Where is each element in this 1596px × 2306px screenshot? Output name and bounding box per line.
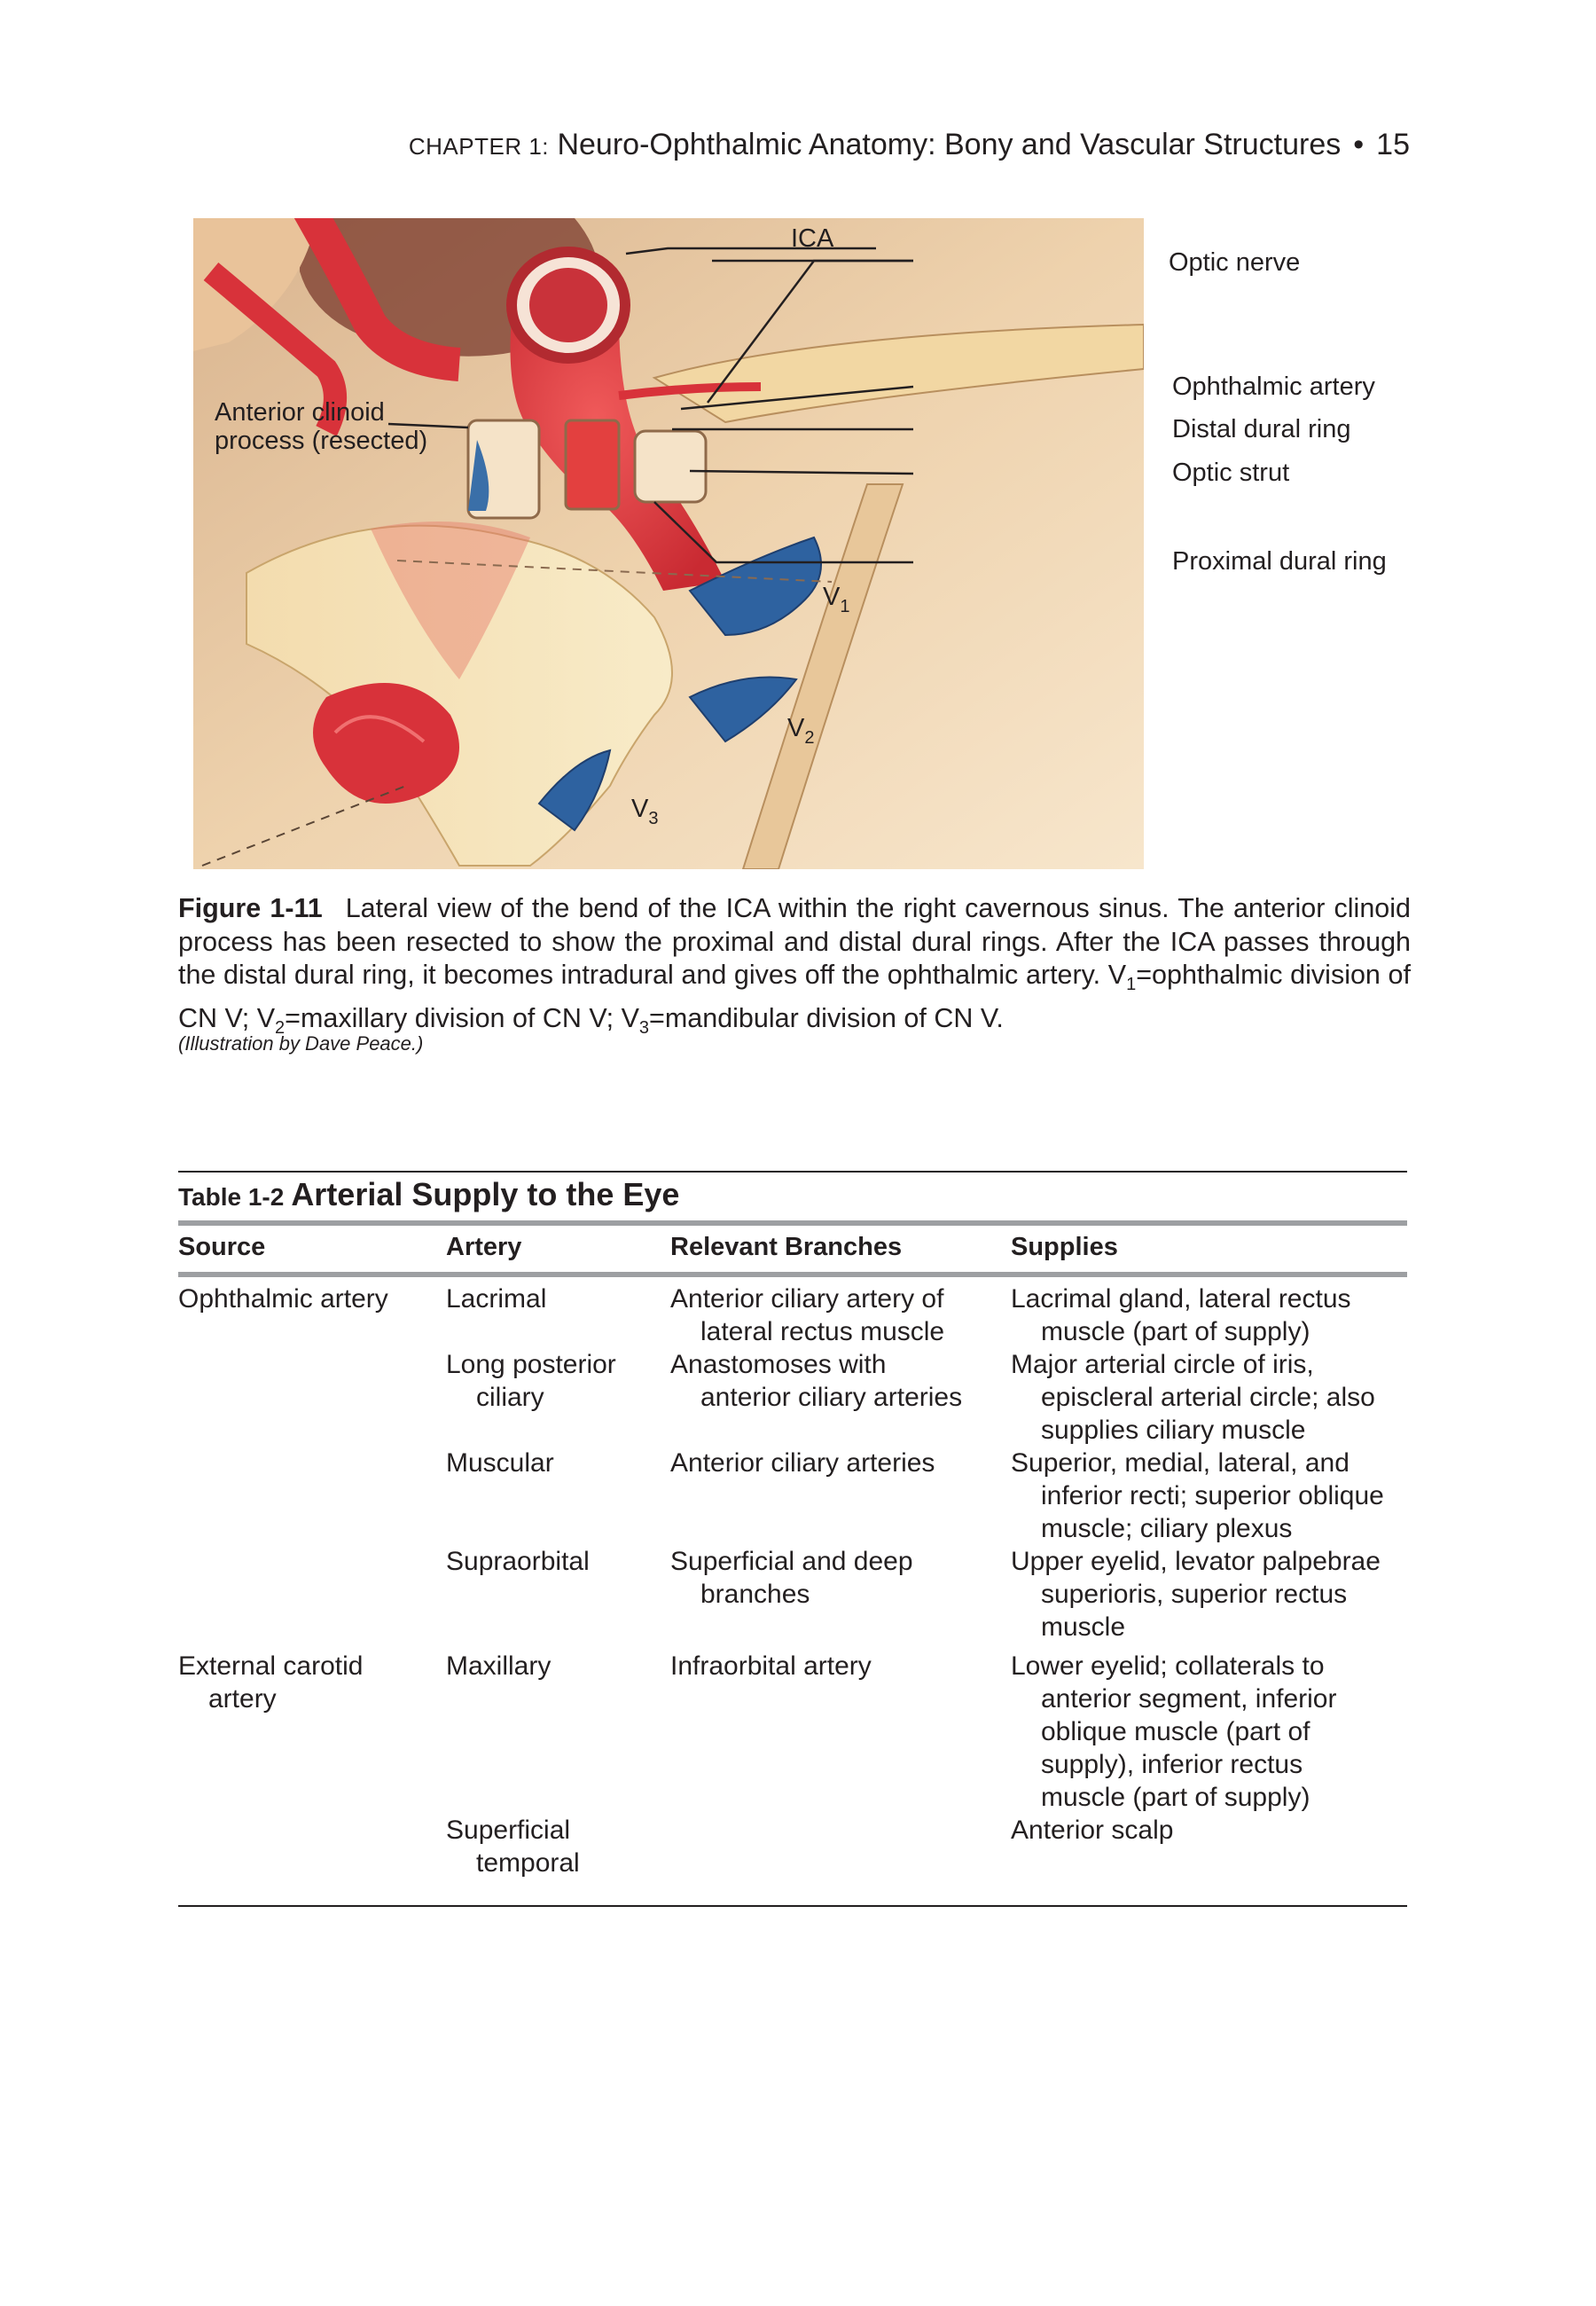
table-cell-supplies: Lower eyelid; collaterals to anterior segment, inferior oblique muscle (part of supply), inferior rectus muscle (part of supply) <box>1011 1651 1337 1812</box>
table-cell-artery: Muscular <box>446 1448 554 1478</box>
callout-anterior-clinoid-line2: process (resected) <box>215 427 428 455</box>
callout-optic-strut: Optic strut <box>1172 459 1290 487</box>
table-title <box>178 1176 679 1213</box>
table-cell-supplies: Lacrimal gland, lateral rectus muscle (part of supply) <box>1011 1284 1351 1346</box>
column-header-source: Source <box>178 1233 266 1261</box>
caption-abbreviations: $V_1=ophthalmic$ division of CN V; $V_2=maxillary$ division of CN V; $V_3=mandibular$ division of CN V. <box>178 960 1411 1038</box>
running-header <box>177 128 1410 162</box>
table-title-text: Arterial Supply to the Eye <box>291 1176 680 1212</box>
callout-ica: ICA <box>791 224 834 253</box>
table-cell-artery: Lacrimal <box>446 1284 547 1314</box>
illustration-artwork <box>193 218 1144 869</box>
anatomical-illustration <box>193 218 1144 869</box>
table-cell-artery: Maxillary <box>446 1651 552 1681</box>
table-cell-artery: Supraorbital <box>446 1547 590 1576</box>
table-number: Table 1-2 <box>178 1183 285 1211</box>
table-cell-supplies: Major arterial circle of iris, episcleral arterial circle; also supplies ciliary muscle <box>1011 1350 1375 1445</box>
table-cell-branches: Superficial and deep branches <box>670 1547 913 1609</box>
table-top-rule <box>178 1171 1407 1173</box>
table-cell-supplies: Superior, medial, lateral, and inferior recti; superior oblique muscle; ciliary plexus <box>1011 1448 1384 1543</box>
header-bullet: • <box>1353 128 1365 161</box>
column-header-supplies: Supplies <box>1011 1233 1118 1261</box>
table-bottom-rule <box>178 1905 1407 1907</box>
figure-label: Figure 1-11 <box>178 893 323 923</box>
table-cell-artery: Long posterior ciliary <box>446 1350 616 1412</box>
callout-v1: $V_1$ <box>823 583 850 616</box>
table-cell-source: Ophthalmic artery <box>178 1284 388 1314</box>
callout-anterior-clinoid-line1: Anterior clinoid <box>215 398 385 427</box>
caption-text: Lateral view of the bend of the ICA within the right cavernous sinus. The anterior clinoid process has been resected to show the proximal and distal dural rings. After the ICA passes through the distal dural ring, it becomes intradural and gives off the ophthalmic artery. <box>178 893 1411 990</box>
table-cell-branches: Anterior ciliary artery of lateral rectus muscle <box>670 1284 945 1346</box>
callout-proximal-dural-ring: Proximal dural ring <box>1172 547 1387 576</box>
callout-v3: $V_3$ <box>631 795 659 828</box>
table-cell-supplies: Upper eyelid, levator palpebrae superioris, superior rectus muscle <box>1011 1547 1381 1642</box>
table-header-top-rule <box>178 1220 1407 1226</box>
callout-v2: $V_2$ <box>787 714 815 748</box>
table-cell-branches: Infraorbital artery <box>670 1651 872 1681</box>
table-header-bottom-rule <box>178 1272 1407 1277</box>
column-header-branches: Relevant Branches <box>670 1233 903 1261</box>
table-cell-source: External carotid artery <box>178 1651 364 1714</box>
table-cell-branches: Anastomoses with anterior ciliary arteries <box>670 1350 963 1412</box>
callout-optic-nerve: Optic nerve <box>1169 248 1301 277</box>
table-cell-branches: Anterior ciliary arteries <box>670 1448 935 1478</box>
figure-credit: (Illustration by Dave Peace.) <box>178 1032 424 1055</box>
callout-ophthalmic-artery: Ophthalmic artery <box>1172 373 1375 401</box>
chapter-title: Neuro-Ophthalmic Anatomy: Bony and Vascular Structures <box>557 128 1342 161</box>
table-cell-supplies: Anterior scalp <box>1011 1816 1174 1845</box>
chapter-label: CHAPTER 1: <box>408 133 550 160</box>
callout-anterior-clinoid <box>215 398 427 455</box>
figure-caption <box>178 892 1411 1045</box>
page-number: 15 <box>1376 128 1410 161</box>
table-cell-artery: Superficial temporal <box>446 1816 580 1878</box>
column-header-artery: Artery <box>446 1233 522 1261</box>
callout-distal-dural-ring: Distal dural ring <box>1172 415 1351 443</box>
